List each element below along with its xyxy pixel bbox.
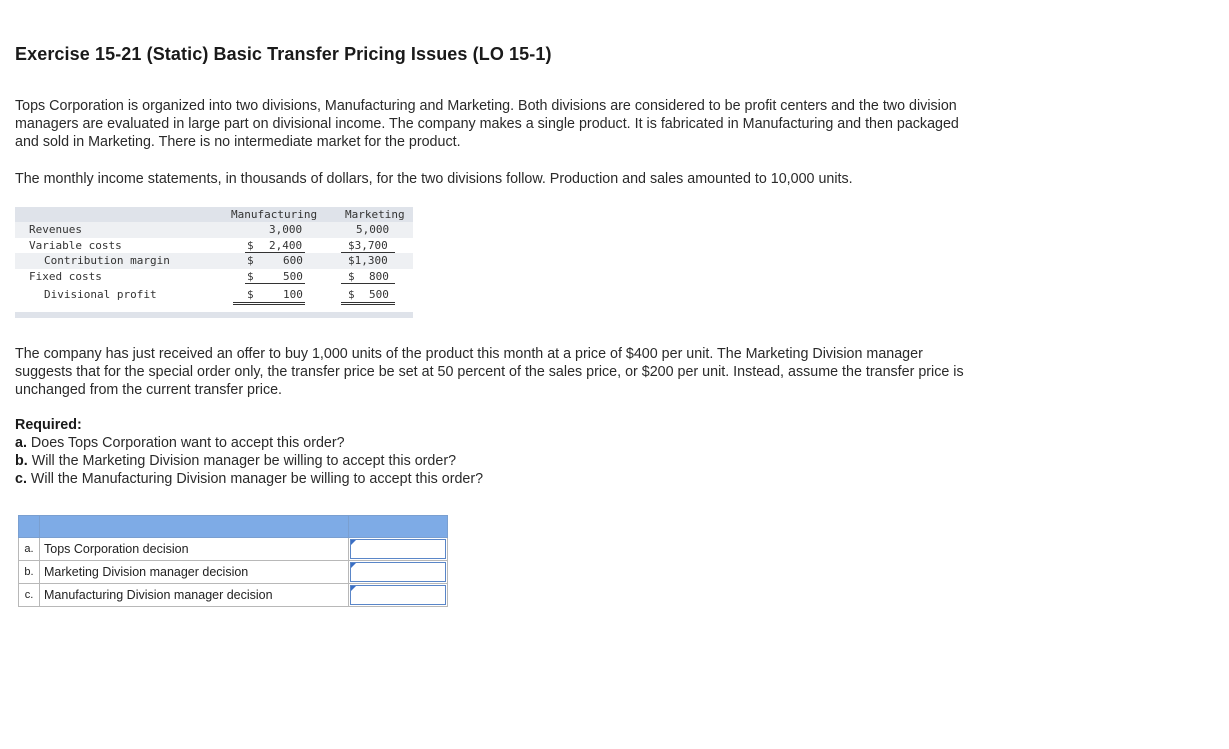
row-letter: c. [19, 584, 40, 607]
row-label: Contribution margin [44, 254, 170, 267]
statement-intro: The monthly income statements, in thousands of dollars, for the two divisions follow. Production and sales amounted to 10,000 units. [15, 171, 853, 187]
row-label: Manufacturing Division manager decision [40, 584, 349, 607]
row-label: Revenues [29, 223, 82, 236]
item-letter: c. [15, 471, 27, 487]
row-label: Tops Corporation decision [40, 538, 349, 561]
row-letter: b. [19, 561, 40, 584]
offer-paragraph: The company has just received an offer to buy 1,000 units of the product this month at a price of $400 per unit. The Marketing Division manager suggests that for the special order only, the transfer price be set at 50 percent of the sales price, or $200 per unit. Instead, assume the transfer price is unchanged from the current transfer price. [15, 346, 964, 398]
mfg-dollar: $ [247, 238, 254, 252]
answer-row-b [19, 561, 448, 584]
row-letter: a. [19, 538, 40, 561]
answer-table [18, 515, 448, 607]
intro-paragraph: Tops Corporation is organized into two divisions, Manufacturing and Marketing. Both divisions are considered to be profit centers and the two division managers are evaluated in large part on divisional income. The company makes a single product. It is fabricated in Manufacturing and then packaged and sold in Marketing. There is no intermediate market for the product. [15, 98, 959, 150]
decision-dropdown-b[interactable] [350, 562, 446, 582]
dropdown-corner-icon [351, 563, 356, 568]
required-item-c [15, 471, 483, 487]
decision-dropdown-a[interactable] [350, 539, 446, 559]
row-label: Variable costs [29, 238, 122, 252]
answer-table-header [19, 516, 448, 538]
item-text: Will the Manufacturing Division manager be willing to accept this order? [30, 471, 484, 487]
row-label: Fixed costs [29, 269, 102, 283]
header-marketing: Marketing [345, 208, 405, 221]
statement-row-variable-costs [15, 238, 413, 254]
row-label: Marketing Division manager decision [40, 561, 349, 584]
header-manufacturing: Manufacturing [231, 208, 318, 221]
mfg-value: 500 [283, 269, 303, 283]
mkt-value: 5,000 [356, 223, 390, 236]
double-underline [233, 304, 305, 305]
mfg-value: 600 [283, 254, 303, 267]
mkt-value: $3,700 [348, 238, 388, 252]
mfg-dollar: $ [247, 269, 254, 283]
item-letter: a. [15, 435, 27, 451]
required-heading: Required: [15, 417, 82, 433]
answer-row-c [19, 584, 448, 607]
double-underline [341, 302, 395, 303]
statement-row-divisional-profit [15, 284, 413, 303]
double-underline [341, 304, 395, 305]
statement-header-row [15, 207, 413, 222]
row-label: Divisional profit [44, 288, 157, 301]
dropdown-corner-icon [351, 586, 356, 591]
mfg-value: 3,000 [269, 223, 303, 236]
item-text: Will the Marketing Division manager be willing to accept this order? [31, 453, 457, 469]
dropdown-corner-icon [351, 540, 356, 545]
statement-bottom-band [15, 312, 413, 318]
decision-dropdown-c[interactable] [350, 585, 446, 605]
statement-row-contribution-margin [15, 253, 413, 269]
statement-row-fixed-costs [15, 269, 413, 285]
item-letter: b. [15, 453, 28, 469]
required-item-b [15, 453, 456, 469]
mkt-value: $1,300 [348, 254, 388, 267]
mkt-dollar: $ [348, 269, 355, 283]
income-statement [15, 207, 413, 318]
mkt-value: 800 [369, 269, 389, 283]
answer-row-a [19, 538, 448, 561]
statement-row-revenues [15, 222, 413, 238]
mfg-value: 2,400 [269, 238, 303, 252]
mkt-value: 500 [369, 288, 389, 301]
mfg-dollar: $ [247, 288, 254, 301]
mkt-dollar: $ [348, 288, 355, 301]
required-item-a [15, 435, 345, 451]
mfg-value: 100 [283, 288, 303, 301]
mfg-dollar: $ [247, 254, 254, 267]
item-text: Does Tops Corporation want to accept this order? [30, 435, 345, 451]
double-underline [233, 302, 305, 303]
page-title: Exercise 15-21 (Static) Basic Transfer Pricing Issues (LO 15-1) [15, 44, 552, 64]
